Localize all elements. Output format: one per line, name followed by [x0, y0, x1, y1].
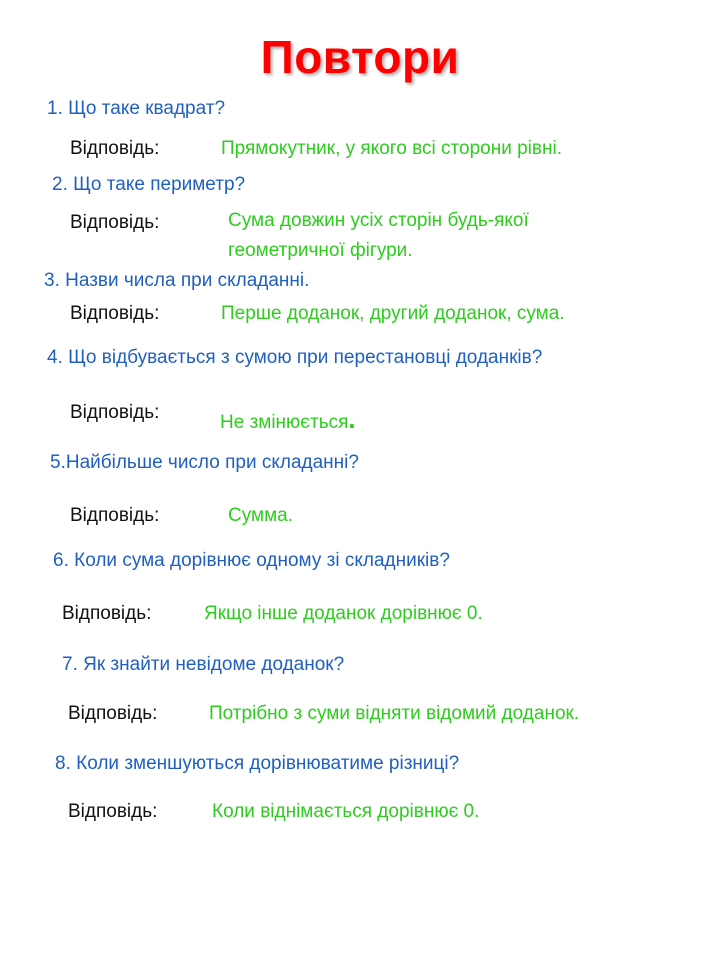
- answer-label-3: Відповідь:: [70, 303, 160, 324]
- answer-4-text: Не змінюється: [220, 412, 349, 433]
- question-7: 7. Як знайти невідоме доданок?: [62, 654, 345, 675]
- answer-1: Прямокутник, у якого всі сторони рівні.: [221, 138, 562, 159]
- answer-2-line-1: Сума довжин усіх сторін будь-якої: [228, 210, 529, 231]
- question-4: 4. Що відбувається з сумою при перестановці доданків?: [47, 347, 543, 368]
- answer-2: [228, 206, 529, 266]
- answer-4: [220, 404, 356, 435]
- answer-label-6: Відповідь:: [62, 603, 152, 624]
- answer-label-7: Відповідь:: [68, 703, 158, 724]
- answer-4-period: .: [348, 404, 356, 434]
- page-title: Повтори: [260, 31, 460, 83]
- question-1: 1. Що таке квадрат?: [47, 98, 226, 119]
- answer-7: Потрібно з суми відняти відомий доданок.: [209, 703, 580, 724]
- answer-label-2: Відповідь:: [70, 212, 160, 233]
- answer-label-4: Відповідь:: [70, 402, 160, 423]
- question-6: 6. Коли сума дорівнює одному зі складників?: [53, 550, 450, 571]
- question-5: 5.Найбільше число при складанні?: [50, 452, 359, 473]
- answer-8: Коли віднімається дорівнює 0.: [212, 801, 480, 822]
- answer-5: Сумма.: [228, 505, 293, 526]
- answer-6: Якщо інше доданок дорівнює 0.: [204, 603, 483, 624]
- answer-label-5: Відповідь:: [70, 505, 160, 526]
- answer-label-8: Відповідь:: [68, 801, 158, 822]
- question-2: 2. Що таке периметр?: [52, 174, 246, 195]
- question-3: 3. Назви числа при складанні.: [44, 270, 310, 291]
- answer-3: Перше доданок, другий доданок, сума.: [221, 303, 565, 324]
- answer-label-1: Відповідь:: [70, 138, 160, 159]
- question-8: 8. Коли зменшуються дорівнюватиме різниці?: [55, 753, 460, 774]
- answer-2-line-2: геометричної фігури.: [228, 240, 413, 261]
